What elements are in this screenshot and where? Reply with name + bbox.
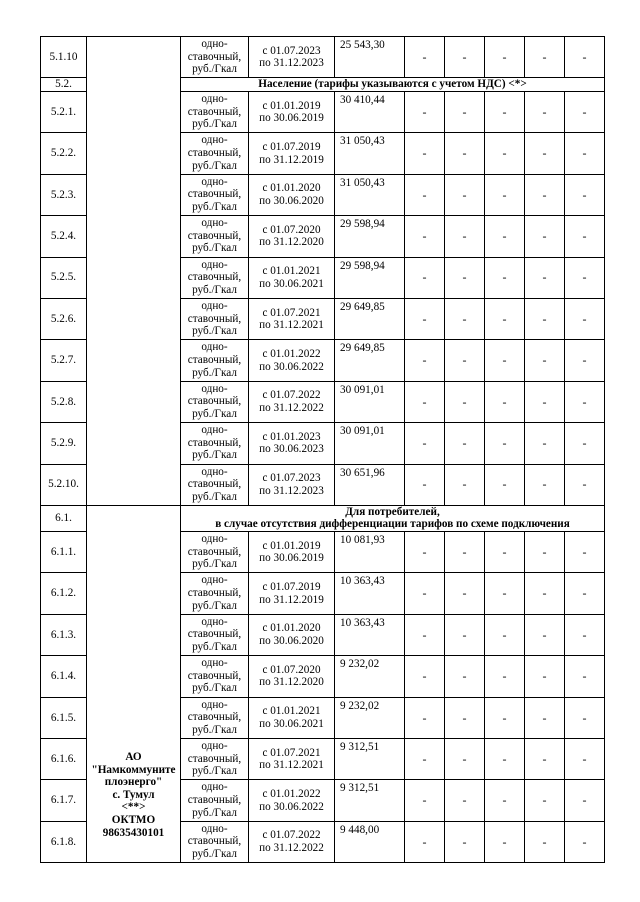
tariff-value: 30 091,01: [335, 423, 405, 464]
tariff-kind-line: руб./Гкал: [192, 723, 237, 736]
tariff-value: 31 050,43: [335, 174, 405, 215]
tariff-kind-line: руб./Гкал: [192, 283, 237, 296]
tariff-period-line: по 31.12.2021: [259, 319, 324, 332]
tariff-value: 30 651,96: [335, 464, 405, 505]
dash-cell: -: [565, 340, 605, 381]
dash-cell: -: [405, 340, 445, 381]
dash-cell: -: [525, 739, 565, 780]
org-name-line: <**>: [121, 801, 146, 814]
tariff-kind-line: ставочный,: [187, 835, 242, 848]
tariff-period-line: с 01.01.2019: [262, 99, 321, 112]
dash-cell: -: [405, 739, 445, 780]
tariff-kind-line: ставочный,: [187, 271, 242, 284]
dash-cell: -: [525, 573, 565, 614]
tariff-kind: [181, 133, 249, 174]
dash-cell: -: [445, 614, 485, 655]
tariff-kind-line: ставочный,: [187, 669, 242, 682]
dash-cell: -: [405, 697, 445, 738]
tariff-kind-line: одно-: [201, 38, 228, 50]
tariff-kind: [181, 532, 249, 573]
dash-cell: -: [445, 656, 485, 697]
dash-cell: -: [405, 821, 445, 862]
dash-cell: -: [445, 216, 485, 257]
row-number: 5.2.10.: [41, 464, 87, 505]
dash-cell: -: [405, 216, 445, 257]
dash-cell: -: [525, 780, 565, 821]
tariff-value: 9 312,51: [335, 780, 405, 821]
tariff-table-page: [40, 36, 604, 863]
section-title: [181, 505, 605, 531]
tariff-period-line: по 30.06.2019: [259, 552, 324, 565]
dash-cell: -: [565, 656, 605, 697]
dash-cell: -: [525, 37, 565, 78]
tariff-kind: [181, 821, 249, 862]
dash-cell: -: [525, 298, 565, 339]
tariff-kind-line: руб./Гкал: [192, 490, 237, 503]
dash-cell: -: [565, 821, 605, 862]
section-title: Население (тарифы указываются с учетом НДС) <*>: [181, 78, 605, 92]
tariff-kind-line: одно-: [201, 740, 228, 753]
dash-cell: -: [405, 91, 445, 132]
dash-cell: -: [485, 174, 525, 215]
tariff-kind-line: ставочный,: [187, 587, 242, 600]
tariff-kind-line: ставочный,: [187, 312, 242, 325]
tariff-value: 30 410,44: [335, 91, 405, 132]
tariff-period: [249, 216, 335, 257]
tariff-kind: [181, 381, 249, 422]
dash-cell: -: [405, 464, 445, 505]
tariff-kind: [181, 464, 249, 505]
dash-cell: -: [485, 216, 525, 257]
tariff-value: 25 543,30: [335, 37, 405, 78]
tariff-period-line: по 31.12.2023: [259, 484, 324, 497]
tariff-value: 9 448,00: [335, 821, 405, 862]
tariff-kind: [181, 257, 249, 298]
dash-cell: -: [525, 821, 565, 862]
dash-cell: -: [565, 532, 605, 573]
dash-cell: -: [525, 381, 565, 422]
dash-cell: -: [445, 573, 485, 614]
tariff-kind-line: одно-: [201, 382, 228, 395]
row-number: 5.2.5.: [41, 257, 87, 298]
dash-cell: -: [485, 37, 525, 78]
tariff-value: 9 312,51: [335, 739, 405, 780]
org-name-line: АО: [125, 750, 142, 763]
tariff-kind: [181, 656, 249, 697]
dash-cell: -: [565, 423, 605, 464]
row-number: 6.1.2.: [41, 573, 87, 614]
dash-cell: -: [445, 381, 485, 422]
tariff-period-line: по 30.06.2019: [259, 112, 324, 125]
tariff-kind-line: руб./Гкал: [192, 599, 237, 612]
tariff-kind-line: одно-: [201, 175, 228, 188]
tariff-value: 10 363,43: [335, 614, 405, 655]
tariff-kind-line: одно-: [201, 92, 228, 105]
tariff-period-line: по 31.12.2019: [259, 153, 324, 166]
tariff-kind-line: одно-: [201, 258, 228, 271]
tariff-period-line: с 01.01.2020: [262, 182, 321, 195]
tariff-period-line: по 31.12.2019: [259, 593, 324, 606]
tariff-kind-line: ставочный,: [187, 105, 242, 118]
tariff-kind-line: руб./Гкал: [192, 848, 237, 860]
tariff-period-line: с 01.07.2021: [262, 746, 321, 759]
org-name-line: с. Тумул: [112, 788, 155, 801]
row-number: 5.2.9.: [41, 423, 87, 464]
tariff-kind-line: руб./Гкал: [192, 242, 237, 255]
tariff-period-line: с 01.01.2023: [262, 430, 321, 443]
dash-cell: -: [485, 614, 525, 655]
tariff-period-line: по 30.06.2020: [259, 194, 324, 207]
dash-cell: -: [565, 697, 605, 738]
tariff-kind-line: руб./Гкал: [192, 641, 237, 654]
tariff-period: [249, 91, 335, 132]
tariff-period-line: по 31.12.2020: [259, 236, 324, 249]
dash-cell: -: [485, 464, 525, 505]
tariff-period: [249, 174, 335, 215]
dash-cell: -: [485, 656, 525, 697]
dash-cell: -: [565, 573, 605, 614]
dash-cell: -: [445, 464, 485, 505]
tariff-kind-line: руб./Гкал: [192, 806, 237, 819]
tariff-period-line: с 01.07.2023: [262, 472, 321, 485]
row-number: 6.1.4.: [41, 656, 87, 697]
tariff-period: [249, 821, 335, 862]
tariff-kind-line: одно-: [201, 533, 228, 546]
tariff-period-line: с 01.01.2019: [262, 539, 321, 552]
tariff-period: [249, 532, 335, 573]
tariff-kind-line: ставочный,: [187, 752, 242, 765]
tariff-period: [249, 37, 335, 78]
dash-cell: -: [445, 174, 485, 215]
row-number: 5.2.3.: [41, 174, 87, 215]
dash-cell: -: [485, 739, 525, 780]
tariff-kind-line: одно-: [201, 465, 228, 478]
tariff-kind: [181, 423, 249, 464]
row-number: 6.1.5.: [41, 697, 87, 738]
row-number: 5.2.6.: [41, 298, 87, 339]
tariff-period: [249, 257, 335, 298]
dash-cell: -: [485, 423, 525, 464]
tariff-kind-line: руб./Гкал: [192, 407, 237, 420]
tariff-kind-line: одно-: [201, 615, 228, 628]
dash-cell: -: [405, 37, 445, 78]
dash-cell: -: [565, 739, 605, 780]
tariff-kind-line: ставочный,: [187, 545, 242, 558]
dash-cell: -: [525, 91, 565, 132]
tariff-period-line: по 30.06.2020: [259, 635, 324, 648]
tariff-period-line: с 01.07.2019: [262, 581, 321, 594]
dash-cell: -: [445, 298, 485, 339]
tariff-kind: [181, 780, 249, 821]
tariff-kind-line: руб./Гкал: [192, 765, 237, 778]
tariff-period-line: с 01.01.2021: [262, 705, 321, 718]
tariff-kind: [181, 37, 249, 78]
tariff-kind: [181, 340, 249, 381]
tariff-period-line: по 31.12.2020: [259, 676, 324, 689]
dash-cell: -: [405, 780, 445, 821]
dash-cell: -: [525, 423, 565, 464]
dash-cell: -: [485, 697, 525, 738]
row-number: 5.2.4.: [41, 216, 87, 257]
tariff-value: 10 363,43: [335, 573, 405, 614]
tariff-value: 30 091,01: [335, 381, 405, 422]
tariff-period-line: по 30.06.2021: [259, 717, 324, 730]
tariff-period-line: по 31.12.2022: [259, 401, 324, 414]
tariff-kind-line: руб./Гкал: [192, 325, 237, 338]
tariff-kind-line: одно-: [201, 698, 228, 711]
dash-cell: -: [525, 340, 565, 381]
tariff-period-line: с 01.07.2022: [262, 829, 321, 842]
row-number: 6.1.8.: [41, 821, 87, 862]
row-number: 6.1.1.: [41, 532, 87, 573]
dash-cell: -: [525, 656, 565, 697]
row-number: 5.1.10: [41, 37, 87, 78]
tariff-kind-line: руб./Гкал: [192, 366, 237, 379]
tariff-period-line: с 01.07.2020: [262, 663, 321, 676]
dash-cell: -: [445, 91, 485, 132]
section-number: 6.1.: [41, 505, 87, 531]
tariff-period-line: с 01.07.2019: [262, 140, 321, 153]
dash-cell: -: [445, 532, 485, 573]
tariff-kind: [181, 573, 249, 614]
section-title-line: Для потребителей,: [345, 505, 440, 518]
org-cell-blank: [87, 37, 181, 506]
tariff-kind-line: руб./Гкал: [192, 449, 237, 462]
tariff-kind-line: одно-: [201, 341, 228, 354]
tariff-period: [249, 423, 335, 464]
tariff-period: [249, 298, 335, 339]
dash-cell: -: [525, 614, 565, 655]
tariff-kind-line: одно-: [201, 424, 228, 437]
section-number: 5.2.: [41, 78, 87, 92]
row-number: 5.2.8.: [41, 381, 87, 422]
tariff-kind: [181, 91, 249, 132]
dash-cell: -: [565, 614, 605, 655]
tariff-kind: [181, 739, 249, 780]
dash-cell: -: [525, 464, 565, 505]
tariff-kind-line: ставочный,: [187, 146, 242, 159]
dash-cell: -: [565, 464, 605, 505]
section-header-row: [41, 505, 605, 531]
dash-cell: -: [445, 821, 485, 862]
dash-cell: -: [445, 257, 485, 298]
tariff-period: [249, 614, 335, 655]
tariff-value: 29 598,94: [335, 257, 405, 298]
tariff-period-line: с 01.01.2021: [262, 265, 321, 278]
dash-cell: -: [565, 257, 605, 298]
tariff-kind-line: ставочный,: [187, 794, 242, 807]
org-name-line: 98635430101: [102, 826, 165, 839]
row-number: 5.2.7.: [41, 340, 87, 381]
row-number: 5.2.2.: [41, 133, 87, 174]
row-number: 6.1.3.: [41, 614, 87, 655]
tariff-period: [249, 133, 335, 174]
tariff-period-line: по 30.06.2022: [259, 800, 324, 813]
tariff-kind-line: одно-: [201, 134, 228, 147]
tariff-period-line: с 01.01.2020: [262, 622, 321, 635]
dash-cell: -: [445, 340, 485, 381]
tariff-kind-line: ставочный,: [187, 711, 242, 724]
tariff-kind-line: руб./Гкал: [192, 63, 237, 76]
tariff-period: [249, 340, 335, 381]
tariff-kind-line: ставочный,: [187, 628, 242, 641]
tariff-period-line: с 01.01.2022: [262, 347, 321, 360]
tariff-value: 31 050,43: [335, 133, 405, 174]
dash-cell: -: [485, 532, 525, 573]
dash-cell: -: [405, 298, 445, 339]
tariff-kind-line: ставочный,: [187, 478, 242, 491]
tariff-period: [249, 697, 335, 738]
dash-cell: -: [485, 340, 525, 381]
tariff-value: 29 598,94: [335, 216, 405, 257]
tariff-kind: [181, 216, 249, 257]
dash-cell: -: [485, 133, 525, 174]
dash-cell: -: [405, 573, 445, 614]
row-number: 5.2.1.: [41, 91, 87, 132]
dash-cell: -: [405, 381, 445, 422]
dash-cell: -: [445, 780, 485, 821]
tariff-kind: [181, 614, 249, 655]
tariff-period-line: по 31.12.2022: [259, 842, 324, 854]
tariff-value: 29 649,85: [335, 340, 405, 381]
tariff-period: [249, 656, 335, 697]
tariff-kind-line: одно-: [201, 217, 228, 230]
dash-cell: -: [565, 780, 605, 821]
dash-cell: -: [565, 133, 605, 174]
tariff-kind-line: одно-: [201, 657, 228, 670]
tariff-kind-line: ставочный,: [187, 50, 242, 63]
tariff-kind-line: одно-: [201, 822, 228, 835]
dash-cell: -: [485, 381, 525, 422]
dash-cell: -: [485, 298, 525, 339]
tariff-period: [249, 464, 335, 505]
tariff-kind-line: ставочный,: [187, 229, 242, 242]
dash-cell: -: [485, 821, 525, 862]
dash-cell: -: [525, 216, 565, 257]
row-number: 6.1.6.: [41, 739, 87, 780]
tariff-period: [249, 573, 335, 614]
tariff-period: [249, 739, 335, 780]
tariff-kind-line: ставочный,: [187, 436, 242, 449]
tariff-kind: [181, 298, 249, 339]
dash-cell: -: [405, 656, 445, 697]
tariff-kind-line: ставочный,: [187, 188, 242, 201]
dash-cell: -: [485, 780, 525, 821]
tariff-period-line: с 01.07.2023: [262, 44, 321, 57]
dash-cell: -: [445, 739, 485, 780]
tariff-period-line: по 30.06.2023: [259, 443, 324, 456]
tariff-period: [249, 780, 335, 821]
dash-cell: -: [405, 133, 445, 174]
tariff-period-line: с 01.07.2021: [262, 306, 321, 319]
dash-cell: -: [525, 133, 565, 174]
dash-cell: -: [525, 257, 565, 298]
tariff-kind-line: руб./Гкал: [192, 200, 237, 213]
tariff-period-line: с 01.07.2020: [262, 223, 321, 236]
tariff-value: 9 232,02: [335, 656, 405, 697]
dash-cell: -: [445, 37, 485, 78]
tariff-kind-line: одно-: [201, 574, 228, 587]
dash-cell: -: [565, 91, 605, 132]
dash-cell: -: [405, 423, 445, 464]
tariff-kind-line: руб./Гкал: [192, 118, 237, 131]
org-name-line: плоэнерго": [104, 776, 163, 789]
org-name-line: "Намкоммуните: [91, 763, 176, 776]
dash-cell: -: [445, 133, 485, 174]
tariff-table: [40, 36, 605, 863]
dash-cell: -: [565, 37, 605, 78]
dash-cell: -: [445, 697, 485, 738]
dash-cell: -: [445, 423, 485, 464]
tariff-period: [249, 381, 335, 422]
tariff-kind: [181, 697, 249, 738]
dash-cell: -: [525, 174, 565, 215]
tariff-period-line: по 30.06.2021: [259, 277, 324, 290]
tariff-kind-line: руб./Гкал: [192, 558, 237, 571]
dash-cell: -: [525, 697, 565, 738]
tariff-kind: [181, 174, 249, 215]
row-number: 6.1.7.: [41, 780, 87, 821]
dash-cell: -: [525, 532, 565, 573]
tariff-period-line: с 01.01.2022: [262, 788, 321, 801]
tariff-value: 10 081,93: [335, 532, 405, 573]
dash-cell: -: [485, 573, 525, 614]
tariff-value: 29 649,85: [335, 298, 405, 339]
dash-cell: -: [565, 298, 605, 339]
dash-cell: -: [565, 381, 605, 422]
dash-cell: -: [485, 257, 525, 298]
dash-cell: -: [485, 91, 525, 132]
tariff-value: 9 232,02: [335, 697, 405, 738]
tariff-kind-line: одно-: [201, 781, 228, 794]
dash-cell: -: [405, 614, 445, 655]
org-cell: [87, 505, 181, 862]
tariff-kind-line: ставочный,: [187, 395, 242, 408]
dash-cell: -: [405, 257, 445, 298]
dash-cell: -: [405, 532, 445, 573]
tariff-kind-line: одно-: [201, 299, 228, 312]
tariff-kind-line: руб./Гкал: [192, 682, 237, 695]
section-title-line: в случае отсутствия дифференциации тарифов по схеме подключения: [215, 518, 570, 531]
table-row: [41, 37, 605, 78]
dash-cell: -: [565, 174, 605, 215]
org-name-line: ОКТМО: [111, 813, 156, 826]
tariff-kind-line: руб./Гкал: [192, 159, 237, 172]
tariff-period-line: с 01.07.2022: [262, 389, 321, 402]
tariff-period-line: по 31.12.2023: [259, 57, 324, 70]
tariff-period-line: по 30.06.2022: [259, 360, 324, 373]
tariff-period-line: по 31.12.2021: [259, 759, 324, 772]
dash-cell: -: [405, 174, 445, 215]
dash-cell: -: [565, 216, 605, 257]
tariff-kind-line: ставочный,: [187, 353, 242, 366]
